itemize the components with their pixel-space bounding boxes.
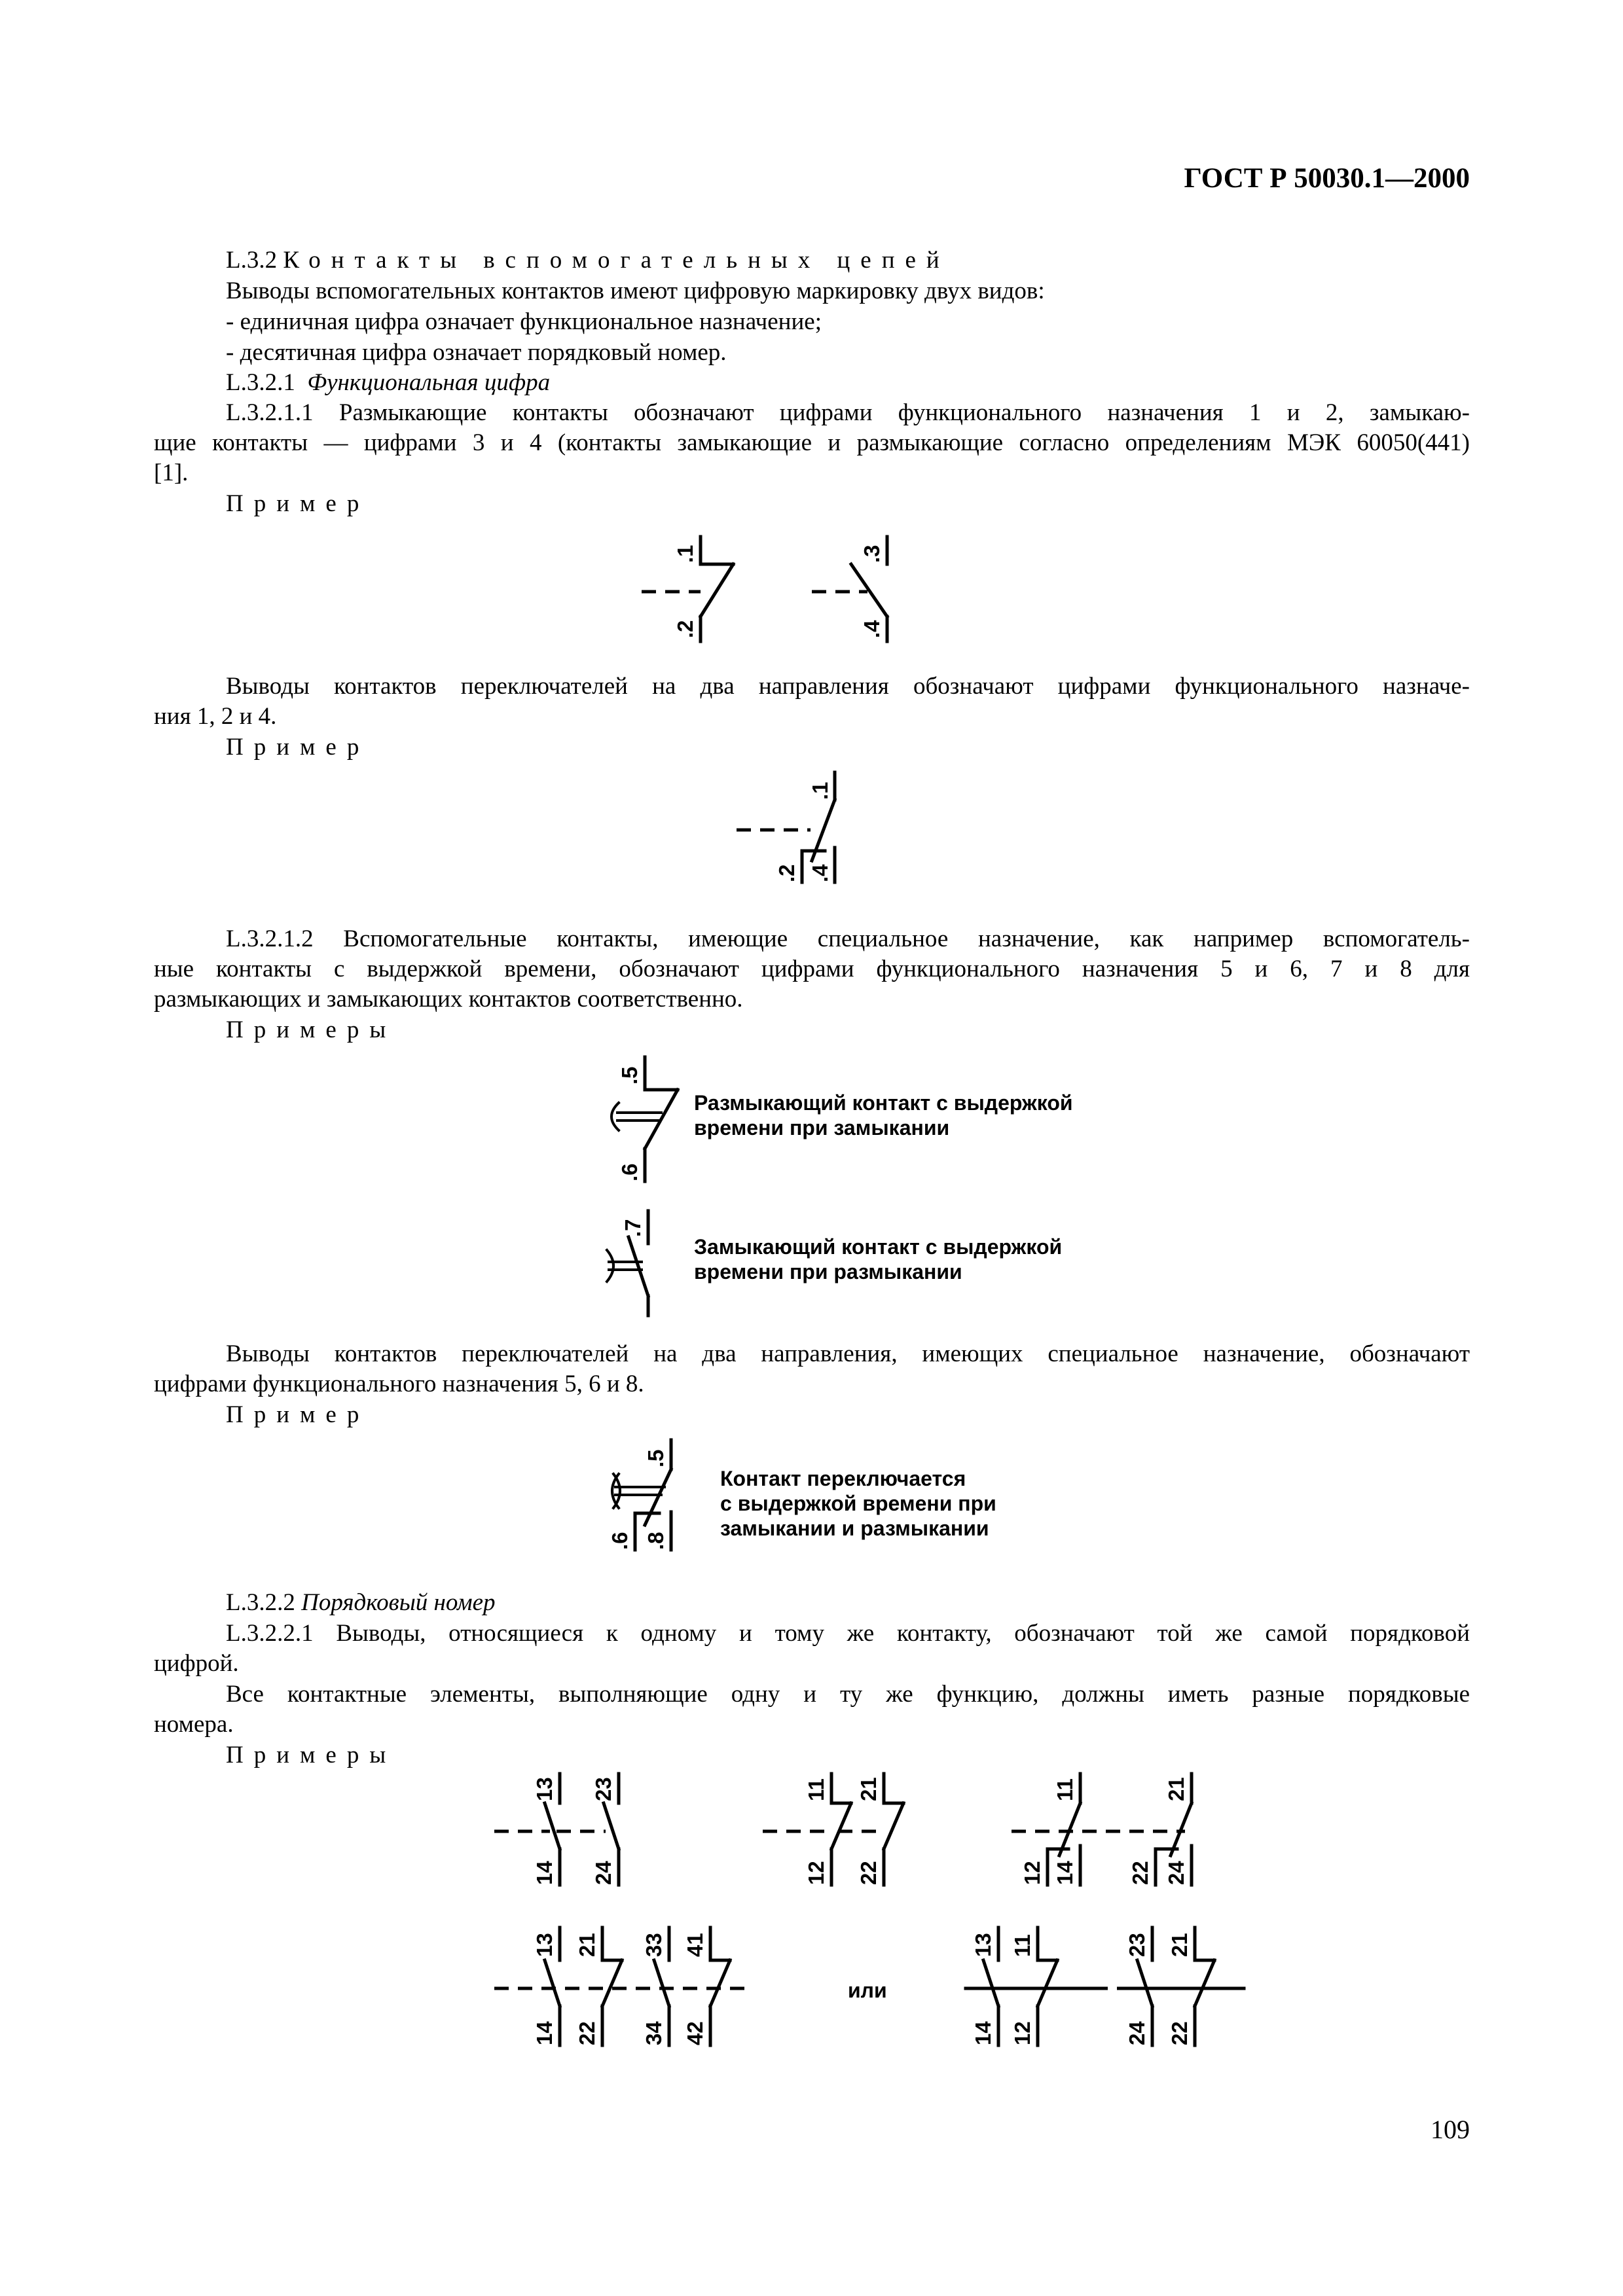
figD-label-13: 13: [532, 1933, 556, 1957]
figE-label-14: 14: [971, 2021, 995, 2045]
section-intro: Выводы вспомогательных контактов имеют цифровую маркировку двух видов:: [226, 278, 1045, 304]
example-label-2: Пример: [226, 734, 370, 761]
subsection-heading-ordinal: [226, 1588, 496, 1618]
fig4-caption-line1: Замыкающий контакт с выдержкой: [694, 1235, 1063, 1259]
bullet-ordinal: - десятичная цифра означает порядковый номер.: [226, 339, 727, 366]
bullet-functional: - единичная цифра означает функциональное назначение;: [226, 308, 822, 335]
subsection2-number: L.3.2.2: [226, 1589, 295, 1616]
fig2-label-2: .2: [775, 864, 799, 882]
or-label: или: [848, 1979, 887, 2002]
figC-label-21: 21: [1164, 1777, 1188, 1801]
fig2-label-4: .4: [808, 864, 832, 882]
paragraph-elements-line1: Все контактные элементы, выполняющие одну и ту же функцию, должны иметь разные порядковые: [226, 1681, 1470, 1708]
paragraph-l32112-line1: L.3.2.1.2 Вспомогательные контакты, имеющие специальное назначение, как например вспомогатель-: [226, 925, 1470, 952]
subsection-number: L.3.2.1: [226, 369, 295, 396]
fig1-label-2: .2: [673, 620, 697, 638]
figure-delayed-make-contact: [593, 1204, 684, 1322]
figure-alternative-contacts: [962, 1921, 1250, 2052]
fig5-label-6: .6: [608, 1532, 632, 1550]
example-label-4: Пример: [226, 1401, 370, 1428]
fig5-label-8: .8: [644, 1532, 668, 1550]
paragraph-changeover-line2: ния 1, 2 и 4.: [154, 703, 277, 730]
subsection-title: Функциональная цифра: [307, 369, 551, 396]
paragraph-special-changeover-line1: Выводы контактов переключателей на два направления, имеющих специальное назначение, обозначают: [226, 1340, 1470, 1367]
figA-label-13: 13: [532, 1777, 556, 1801]
figE-label-22: 22: [1167, 2021, 1192, 2045]
subsection-heading-functional: [226, 368, 550, 398]
figE-label-13: 13: [971, 1933, 995, 1957]
paragraph-l32112-line3: размыкающих и замыкающих контактов соответственно.: [154, 986, 743, 1013]
fig1-label-3: .3: [860, 545, 884, 563]
subsection2-title: Порядковый номер: [301, 1589, 496, 1616]
figE-label-24: 24: [1125, 2021, 1149, 2045]
figD-label-41: 41: [683, 1933, 707, 1957]
figure-two-changeover-contacts: [1008, 1767, 1205, 1892]
section-title: Контакты вспомогательных цепей: [283, 247, 950, 274]
fig1-label-4: .4: [860, 620, 884, 638]
figB-label-21: 21: [856, 1777, 881, 1801]
fig4-caption-line2: времени при размыкании: [694, 1260, 962, 1283]
paragraph-l32221-line2: цифрой.: [154, 1650, 239, 1677]
figA-label-23: 23: [591, 1777, 615, 1801]
paragraph-l32111-line2: щие контакты — цифрами 3 и 4 (контакты замыкающие и размыкающие согласно определениям МЭК 60050(441): [154, 429, 1470, 456]
figE-label-21: 21: [1167, 1933, 1192, 1957]
fig5-label-5: .5: [644, 1449, 668, 1467]
fig5-caption-line1: Контакт переключается: [720, 1467, 966, 1490]
figC-label-24: 24: [1164, 1861, 1188, 1885]
fig3-caption-line2: времени при замыкании: [694, 1116, 950, 1139]
section-heading: [226, 245, 950, 276]
figD-label-33: 33: [642, 1933, 666, 1957]
figA-label-14: 14: [532, 1861, 556, 1885]
figC-label-22: 22: [1128, 1861, 1152, 1885]
figure-delayed-changeover-contact: [599, 1433, 697, 1558]
paragraph-special-changeover-line2: цифрами функционального назначения 5, 6 и 8.: [154, 1371, 644, 1397]
figB-label-12: 12: [804, 1861, 828, 1885]
fig2-label-1: .1: [808, 781, 832, 800]
figD-label-22: 22: [575, 2021, 599, 2045]
figA-label-24: 24: [591, 1861, 615, 1885]
figure-four-contacts: [491, 1921, 766, 2052]
example-label-3: Примеры: [226, 1016, 397, 1043]
figure-two-make-contacts: [491, 1767, 661, 1892]
fig5-caption-line3: замыкании и размыкании: [720, 1516, 989, 1540]
figB-label-11: 11: [804, 1778, 828, 1801]
figD-label-21: 21: [575, 1933, 599, 1957]
section-number: L.3.2: [226, 247, 278, 274]
fig3-label-6: .6: [617, 1163, 642, 1181]
figE-label-12: 12: [1010, 2021, 1034, 2045]
figB-label-22: 22: [856, 1861, 881, 1885]
figD-label-42: 42: [683, 2021, 707, 2045]
paragraph-elements-line2: номера.: [154, 1711, 234, 1738]
figure-changeover-contact: [733, 766, 877, 890]
example-label-1: Пример: [226, 490, 370, 517]
fig3-caption-line1: Размыкающий контакт с выдержкой: [694, 1091, 1073, 1115]
fig5-caption-line2: с выдержкой времени при: [720, 1492, 996, 1515]
figure-two-break-contacts: [759, 1767, 930, 1892]
figD-label-34: 34: [642, 2021, 666, 2045]
figD-label-14: 14: [532, 2021, 556, 2045]
figC-label-11: 11: [1053, 1778, 1077, 1801]
figure-break-make-contacts: [635, 524, 910, 655]
fig3-label-5: .5: [617, 1066, 642, 1085]
paragraph-l32112-line2: ные контакты с выдержкой времени, обозначают цифрами функционального назначения 5 и 6, 7 и 8 для: [154, 956, 1470, 982]
standard-header: ГОСТ Р 50030.1—2000: [1184, 163, 1470, 194]
example-label-5: Примеры: [226, 1742, 397, 1768]
figE-label-23: 23: [1125, 1933, 1149, 1957]
paragraph-changeover-line1: Выводы контактов переключателей на два направления обозначают цифрами функционального назначе-: [226, 673, 1470, 700]
paragraph-l32221-line1: L.3.2.2.1 Выводы, относящиеся к одному и тому же контакту, обозначают той же самой порядковой: [226, 1620, 1470, 1647]
fig4-label-7: .7: [621, 1219, 645, 1237]
paragraph-l32111-line1: L.3.2.1.1 Размыкающие контакты обозначают цифрами функционального назначения 1 и 2, замыкаю-: [226, 399, 1470, 426]
figure-delayed-break-contact: [599, 1050, 691, 1188]
figC-label-14: 14: [1053, 1861, 1077, 1885]
page-number: 109: [1431, 2115, 1470, 2144]
paragraph-l32111-line3: [1].: [154, 459, 189, 486]
figC-label-12: 12: [1020, 1861, 1044, 1885]
fig1-label-1: .1: [673, 545, 697, 563]
figE-label-11: 11: [1010, 1934, 1034, 1957]
